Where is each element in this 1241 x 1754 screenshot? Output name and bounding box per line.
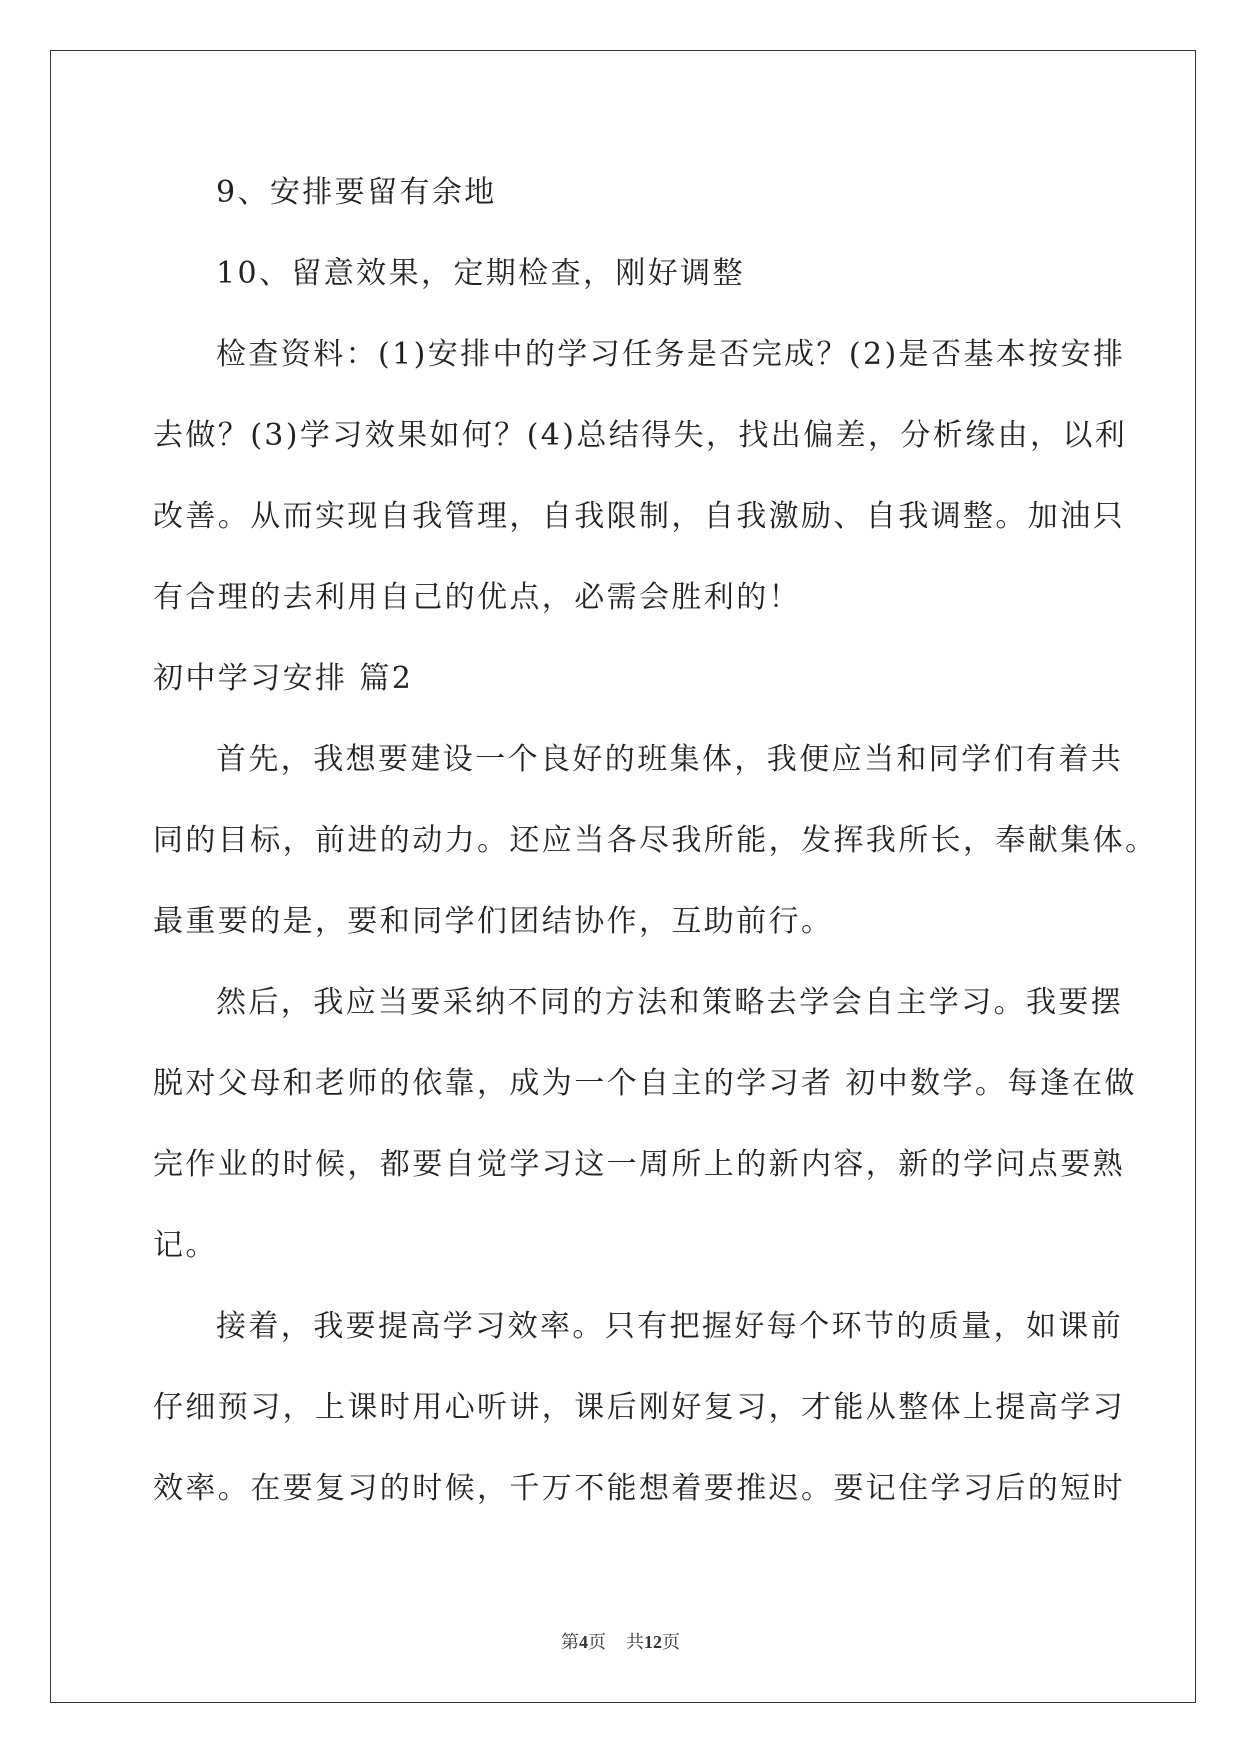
paragraph-line: 记。 — [153, 1228, 218, 1263]
list-item-9: 9、安排要留有余地 — [216, 175, 497, 210]
paragraph-line: 效率。在要复习的时候，千万不能想着要推迟。要记住学习后的短时 — [153, 1471, 1125, 1506]
footer-total-number: 12 — [644, 1632, 662, 1652]
paragraph-line: 最重要的是，要和同学们团结协作，互助前行。 — [153, 904, 834, 939]
paragraph-line: 完作业的时候，都要自觉学习这一周所上的新内容，新的学问点要熟 — [153, 1147, 1125, 1182]
paragraph-line: 去做？(3)学习效果如何？(4)总结得失，找出偏差，分析缘由，以利 — [153, 418, 1128, 453]
paragraph-line: 然后，我应当要采纳不同的方法和策略去学会自主学习。我要摆 — [216, 985, 1124, 1020]
paragraph-line: 首先，我想要建设一个良好的班集体，我便应当和同学们有着共 — [216, 742, 1124, 777]
footer-total-prefix: 共 — [626, 1632, 644, 1653]
footer-total-suffix: 页 — [662, 1632, 680, 1653]
paragraph-line: 仔细预习，上课时用心听讲，课后刚好复习，才能从整体上提高学习 — [153, 1390, 1125, 1425]
list-item-10: 10、留意效果，定期检查，刚好调整 — [216, 256, 745, 291]
section-heading: 初中学习安排 篇2 — [153, 661, 414, 696]
paragraph-line: 有合理的去利用自己的优点，必需会胜利的！ — [153, 580, 801, 615]
page-footer — [0, 1630, 1241, 1655]
paragraph-line: 脱对父母和老师的依靠，成为一个自主的学习者 初中数学。每逢在做 — [153, 1066, 1137, 1101]
footer-page-suffix: 页 — [588, 1632, 606, 1653]
footer-page-number: 4 — [579, 1632, 588, 1652]
paragraph-line: 同的目标，前进的动力。还应当各尽我所能，发挥我所长，奉献集体。 — [153, 823, 1158, 858]
page-border — [50, 50, 1196, 1703]
paragraph-line: 检查资料：(1)安排中的学习任务是否完成？(2)是否基本按安排 — [216, 337, 1126, 372]
footer-page-prefix: 第 — [561, 1632, 579, 1653]
paragraph-line: 改善。从而实现自我管理，自我限制，自我激励、自我调整。加油只 — [153, 499, 1125, 534]
paragraph-line: 接着，我要提高学习效率。只有把握好每个环节的质量，如课前 — [216, 1309, 1124, 1344]
